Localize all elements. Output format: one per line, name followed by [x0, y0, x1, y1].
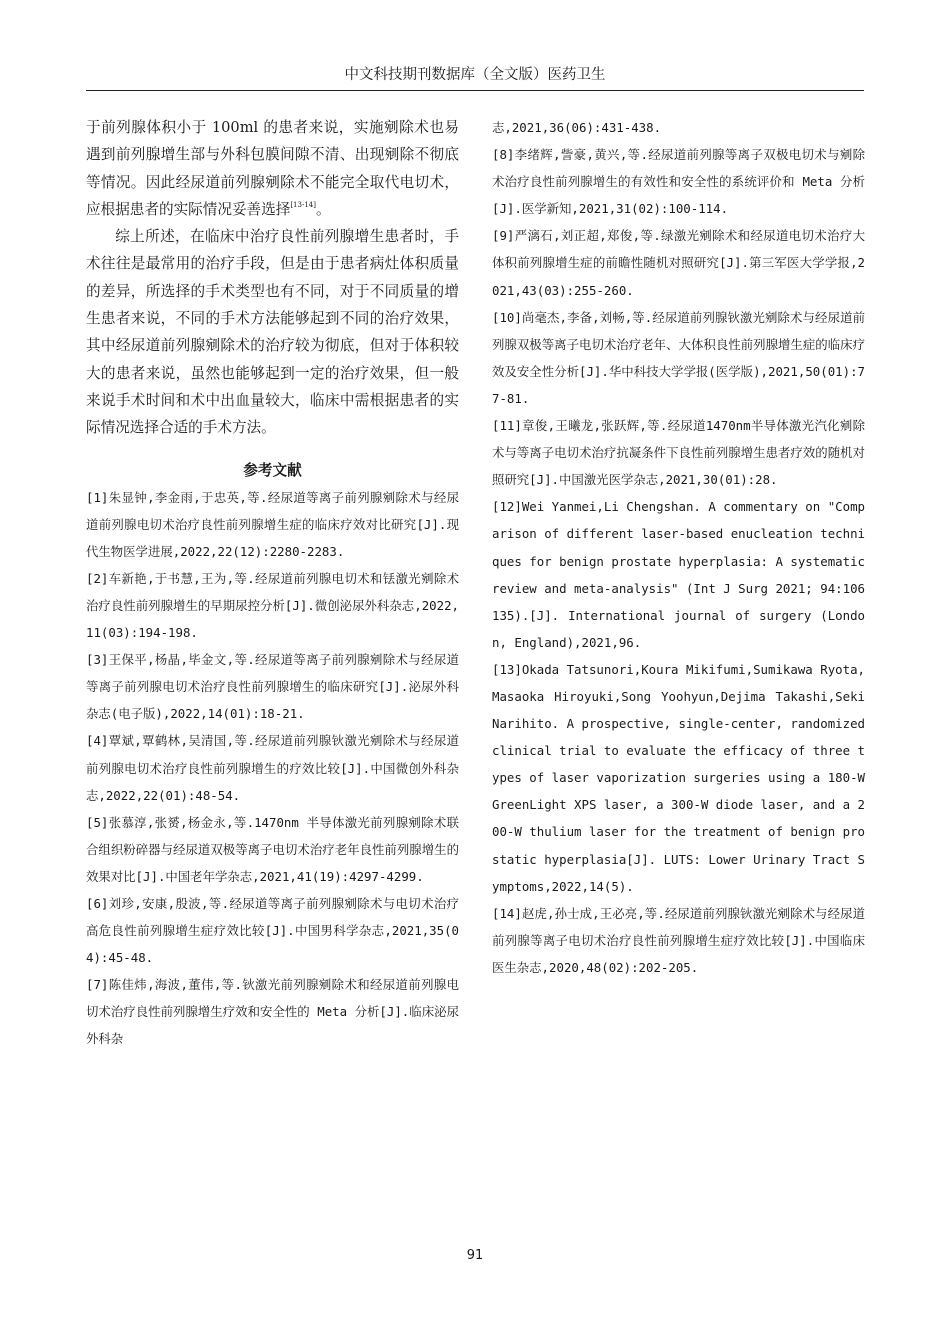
reference-item: [2]车新艳,于书慧,王为,等.经尿道前列腺电切术和铥激光剜除术治疗良性前列腺增生的早期尿控分析[J].微创泌尿外科杂志,2022,11(03):194-198.: [86, 570, 459, 641]
reference-item: [14]赵虎,孙士成,王必亮,等.经尿道前列腺钬激光剜除术与经尿道前列腺等离子电切术治疗良性前列腺增生症疗效比较[J].中国临床医生杂志,2020,48(02):202-205.: [492, 905, 865, 975]
reference-item: [12]Wei Yanmei,Li Chengshan. A commentary on "Comparison of different laser-based enucleation techniques for benign prostate hyperplasia: A systematic review and meta-analysis" (Int J Surg 2021; 94:106135).[J]. International journal of surgery (London, England),2021,96.: [492, 499, 865, 650]
reference-item: [5]张慕淳,张赟,杨金永,等.1470nm 半导体激光前列腺剜除术联合组织粉碎器与经尿道双极等离子电切术治疗老年良性前列腺增生的效果对比[J].中国老年学杂志,2021,41(19):4297-4299.: [86, 814, 459, 884]
right-column: [492, 114, 865, 981]
citation-superscript: [13-14]: [290, 200, 316, 209]
page-number: 91: [466, 1248, 484, 1263]
body-paragraph-text: 于前列腺体积小于 100ml 的患者来说，实施剜除术也易遇到前列腺增生部与外科包膜间隙不清、出现剜除不彻底等情况。因此经尿道前列腺剜除术不能完全取代电切术，应根据患者的实际情况妥善选择: [86, 119, 459, 218]
reference-list-right: [492, 114, 865, 981]
reference-item: [6]刘珍,安康,殷波,等.经尿道等离子前列腺剜除术与电切术治疗高危良性前列腺增生症疗效比较[J].中国男科学杂志,2021,35(04):45-48.: [86, 895, 459, 966]
reference-item: [1]朱显钟,李金雨,于忠英,等.经尿道等离子前列腺剜除术与经尿道前列腺电切术治疗良性前列腺增生症的临床疗效对比研究[J].现代生物医学进展,2022,22(12):2280-2283.: [86, 489, 459, 559]
references-title: 参考文献: [243, 461, 302, 479]
reference-item: [7]陈佳炜,海波,董伟,等.钬激光前列腺剜除术和经尿道前列腺电切术治疗良性前列腺增生疗效和安全性的 Meta 分析[J].临床泌尿外科杂: [86, 977, 459, 1047]
journal-header: 中文科技期刊数据库（全文版）医药卫生: [86, 60, 864, 91]
reference-list-left: [86, 484, 459, 1053]
reference-item: [11]章俊,王曦龙,张跃辉,等.经尿道1470nm半导体激光汽化剜除术与等离子电切术治疗抗凝条件下良性前列腺增生患者疗效的随机对照研究[J].中国激光医学杂志,2021,30(01):28.: [492, 418, 865, 488]
reference-item: [13]Okada Tatsunori,Koura Mikifumi,Sumikawa Ryota,Masaoka Hiroyuki,Song Yoohyun,Dejima Takashi,Seki Narihito. A prospective, single-center, randomized clinical trial to evaluate the efficacy of three types of laser vaporization surgeries using a 180-W GreenLight XPS laser, a 300-W diode laser, and a 200-W thulium laser for the treatment of benign prostatic hyperplasia[J]. LUTS: Lower Urinary Tract Symptoms,2022,14(5).: [492, 661, 865, 894]
reference-item: [4]覃斌,覃鹤林,吴清国,等.经尿道前列腺钬激光剜除术与经尿道前列腺电切术治疗良性前列腺增生的疗效比较[J].中国微创外科杂志,2022,22(01):48-54.: [86, 733, 459, 803]
reference-item: 志,2021,36(06):431-438.: [492, 120, 662, 135]
body-paragraph: 综上所述，在临床中治疗良性前列腺增生患者时，手术往往是最常用的治疗手段，但是由于患者病灶体积质量的差异，所选择的手术类型也有不同，对于不同质量的增生患者来说，不同的手术方法能够起到不同的治疗效果，其中经尿道前列腺剜除术的治疗较为彻底，但对于体积较大的患者来说，虽然也能够起到一定的治疗效果，但一般来说手术时间和术中出血量较大，临床中需根据患者的实际情况选择合适的手术方法。: [86, 228, 459, 437]
reference-item: [9]严漓石,刘正超,郑俊,等.绿激光剜除术和经尿道电切术治疗大体积前列腺增生症的前瞻性随机对照研究[J].第三军医大学学报,2021,43(03):255-260.: [492, 228, 865, 298]
left-column: [86, 114, 459, 1053]
reference-item: [8]李绪辉,訾豪,黄兴,等.经尿道前列腺等离子双极电切术与剜除术治疗良性前列腺增生的有效性和安全性的系统评价和 Meta 分析[J].医学新知,2021,31(02):100-114.: [492, 147, 865, 217]
body-paragraph-end: 。: [315, 200, 331, 218]
reference-item: [10]尚毫杰,李备,刘畅,等.经尿道前列腺钬激光剜除术与经尿道前列腺双极等离子电切术治疗老年、大体积良性前列腺增生症的临床疗效及安全性分析[J].华中科技大学学报(医学版),2021,50(01):77-81.: [492, 309, 865, 406]
reference-item: [3]王保平,杨晶,毕金文,等.经尿道等离子前列腺剜除术与经尿道等离子前列腺电切术治疗良性前列腺增生的临床研究[J].泌尿外科杂志(电子版),2022,14(01):18-21.: [86, 652, 459, 722]
body-paragraph: [86, 114, 459, 223]
